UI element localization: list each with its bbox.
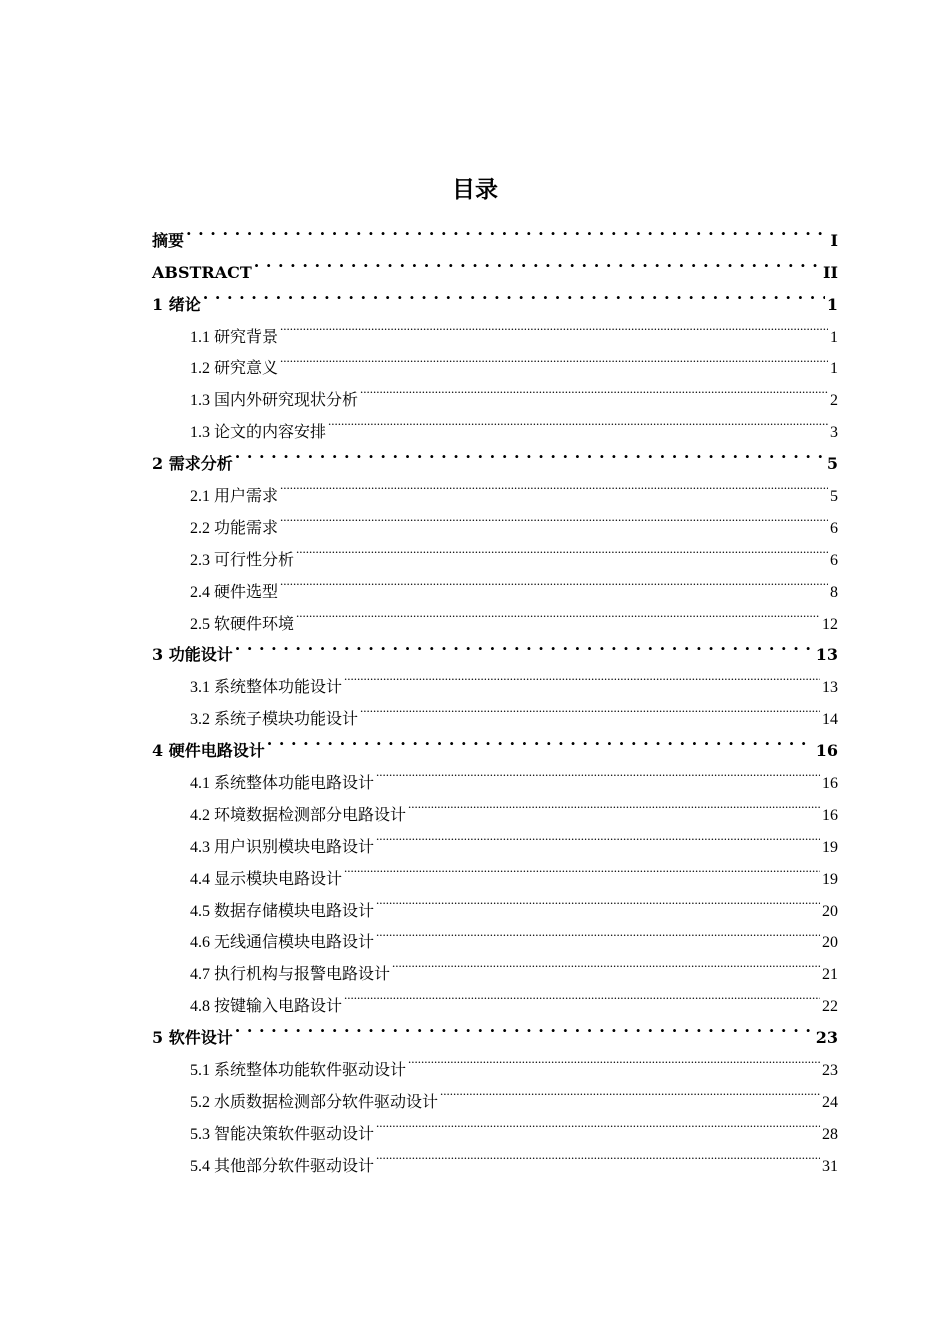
toc-entry-page-number: 5	[830, 488, 838, 506]
toc-dot-leader	[280, 342, 828, 374]
toc-entry-page-number: 1	[830, 328, 838, 346]
toc-entry-page-number: 21	[822, 966, 838, 984]
toc-entry-page-number: 8	[830, 583, 838, 601]
toc-entry-page-number: 13	[822, 679, 838, 697]
toc-section-entry[interactable]	[152, 310, 838, 346]
toc-entry-page-number: 12	[822, 615, 838, 633]
toc-entry-label: 1.1 研究背景	[190, 328, 279, 346]
toc-entry-page-number: 28	[822, 1125, 838, 1143]
toc-entry-page-number: 23	[815, 1028, 838, 1048]
toc-dot-leader	[186, 214, 829, 246]
toc-entry-label: 5.2 水质数据检测部分软件驱动设计	[190, 1093, 439, 1111]
toc-dot-leader	[328, 405, 828, 437]
toc-dot-leader	[376, 884, 820, 916]
toc-section-entry[interactable]	[152, 469, 838, 506]
toc-entry-label: 4.5 数据存储模块电路设计	[190, 902, 375, 920]
toc-dot-leader	[344, 660, 820, 692]
toc-dot-leader	[235, 629, 814, 661]
toc-entry-page-number: 5	[826, 454, 838, 474]
toc-entry-page-number: 31	[822, 1157, 838, 1175]
toc-entry-label: 4 硬件电路设计	[152, 741, 265, 761]
toc-dot-leader	[203, 278, 825, 310]
toc-entry-label: 1.3 国内外研究现状分析	[190, 392, 359, 410]
toc-chapter-entry[interactable]	[152, 214, 838, 250]
toc-dot-leader	[376, 916, 820, 948]
toc-entry-page-number: I	[830, 230, 838, 250]
toc-entry-page-number: 14	[822, 711, 838, 729]
toc-entry-page-number: 2	[830, 392, 838, 410]
toc-dot-leader	[344, 979, 820, 1011]
toc-entry-page-number: 22	[822, 998, 838, 1016]
toc-entry-label: 2.4 硬件选型	[190, 583, 279, 601]
toc-entry-label: 5.1 系统整体功能软件驱动设计	[190, 1062, 407, 1080]
toc-dot-leader	[392, 947, 820, 979]
toc-entry-label: 2.5 软硬件环境	[190, 615, 295, 633]
toc-entry-label: 摘要	[152, 230, 185, 250]
toc-entry-label: 4.4 显示模块电路设计	[190, 870, 343, 888]
toc-entry-label: 5.3 智能决策软件驱动设计	[190, 1125, 375, 1143]
toc-entry-label: 4.6 无线通信模块电路设计	[190, 934, 375, 952]
toc-dot-leader	[280, 310, 828, 342]
toc-dot-leader	[408, 788, 820, 820]
toc-section-entry[interactable]	[152, 1043, 838, 1080]
toc-entry-label: 2.1 用户需求	[190, 488, 279, 506]
toc-entry-page-number: 16	[815, 741, 838, 761]
toc-chapter-entry[interactable]	[152, 246, 838, 282]
toc-entry-label: 2.3 可行性分析	[190, 551, 295, 569]
toc-entry-label: 4.7 执行机构与报警电路设计	[190, 966, 391, 984]
toc-dot-leader	[235, 1011, 814, 1043]
toc-entry-label: 4.8 按键输入电路设计	[190, 998, 343, 1016]
toc-entry-label: 4.2 环境数据检测部分电路设计	[190, 806, 407, 824]
toc-dot-leader	[376, 820, 820, 852]
toc-entry-label: 4.1 系统整体功能电路设计	[190, 775, 375, 793]
toc-entry-label: 3.1 系统整体功能设计	[190, 679, 343, 697]
toc-entry-label: 2 需求分析	[152, 454, 233, 474]
toc-dot-leader	[254, 246, 821, 278]
toc-entry-page-number: II	[823, 262, 838, 282]
toc-dot-leader	[267, 724, 814, 756]
toc-entry-label: ABSTRACT	[152, 262, 252, 282]
toc-entry-page-number: 1	[826, 294, 838, 314]
toc-entry-page-number: 20	[822, 902, 838, 920]
toc-dot-leader	[280, 501, 828, 533]
toc-entry-page-number: 24	[822, 1093, 838, 1111]
toc-entry-page-number: 3	[830, 424, 838, 442]
toc-entry-page-number: 16	[822, 775, 838, 793]
toc-dot-leader	[296, 597, 820, 629]
toc-dot-leader	[280, 565, 828, 597]
toc-entry-page-number: 16	[822, 806, 838, 824]
toc-dot-leader	[360, 373, 828, 405]
toc-dot-leader	[296, 533, 828, 565]
toc-entry-page-number: 20	[822, 934, 838, 952]
toc-entry-label: 5.4 其他部分软件驱动设计	[190, 1157, 375, 1175]
toc-dot-leader	[360, 692, 820, 724]
toc-chapter-entry[interactable]	[152, 629, 838, 665]
toc-chapter-entry[interactable]	[152, 437, 838, 474]
toc-entry-label: 1 绪论	[152, 294, 201, 314]
toc-entry-page-number: 13	[815, 645, 838, 665]
toc-entry-label: 3 功能设计	[152, 645, 233, 665]
toc-entry-label: 4.3 用户识别模块电路设计	[190, 838, 375, 856]
toc-chapter-entry[interactable]	[152, 1011, 838, 1048]
toc-list	[152, 214, 838, 1175]
toc-dot-leader	[440, 1075, 820, 1107]
toc-dot-leader	[280, 469, 828, 501]
toc-dot-leader	[376, 1139, 820, 1171]
toc-entry-page-number: 6	[830, 519, 838, 537]
toc-entry-label: 5 软件设计	[152, 1028, 233, 1048]
toc-entry-label: 1.2 研究意义	[190, 360, 279, 378]
toc-entry-page-number: 1	[830, 360, 838, 378]
toc-entry-page-number: 23	[822, 1062, 838, 1080]
toc-dot-leader	[376, 1107, 820, 1139]
toc-chapter-entry[interactable]	[152, 278, 838, 314]
toc-dot-leader	[408, 1043, 820, 1075]
toc-entry-label: 2.2 功能需求	[190, 519, 279, 537]
toc-title: 目录	[452, 177, 498, 203]
toc-entry-page-number: 6	[830, 551, 838, 569]
toc-dot-leader	[235, 437, 825, 469]
toc-dot-leader	[376, 756, 820, 788]
toc-entry-page-number: 19	[822, 838, 838, 856]
toc-entry-label: 1.3 论文的内容安排	[190, 424, 327, 442]
toc-entry-page-number: 19	[822, 870, 838, 888]
toc-section-entry[interactable]	[152, 660, 838, 697]
toc-dot-leader	[344, 852, 820, 884]
toc-entry-label: 3.2 系统子模块功能设计	[190, 711, 359, 729]
